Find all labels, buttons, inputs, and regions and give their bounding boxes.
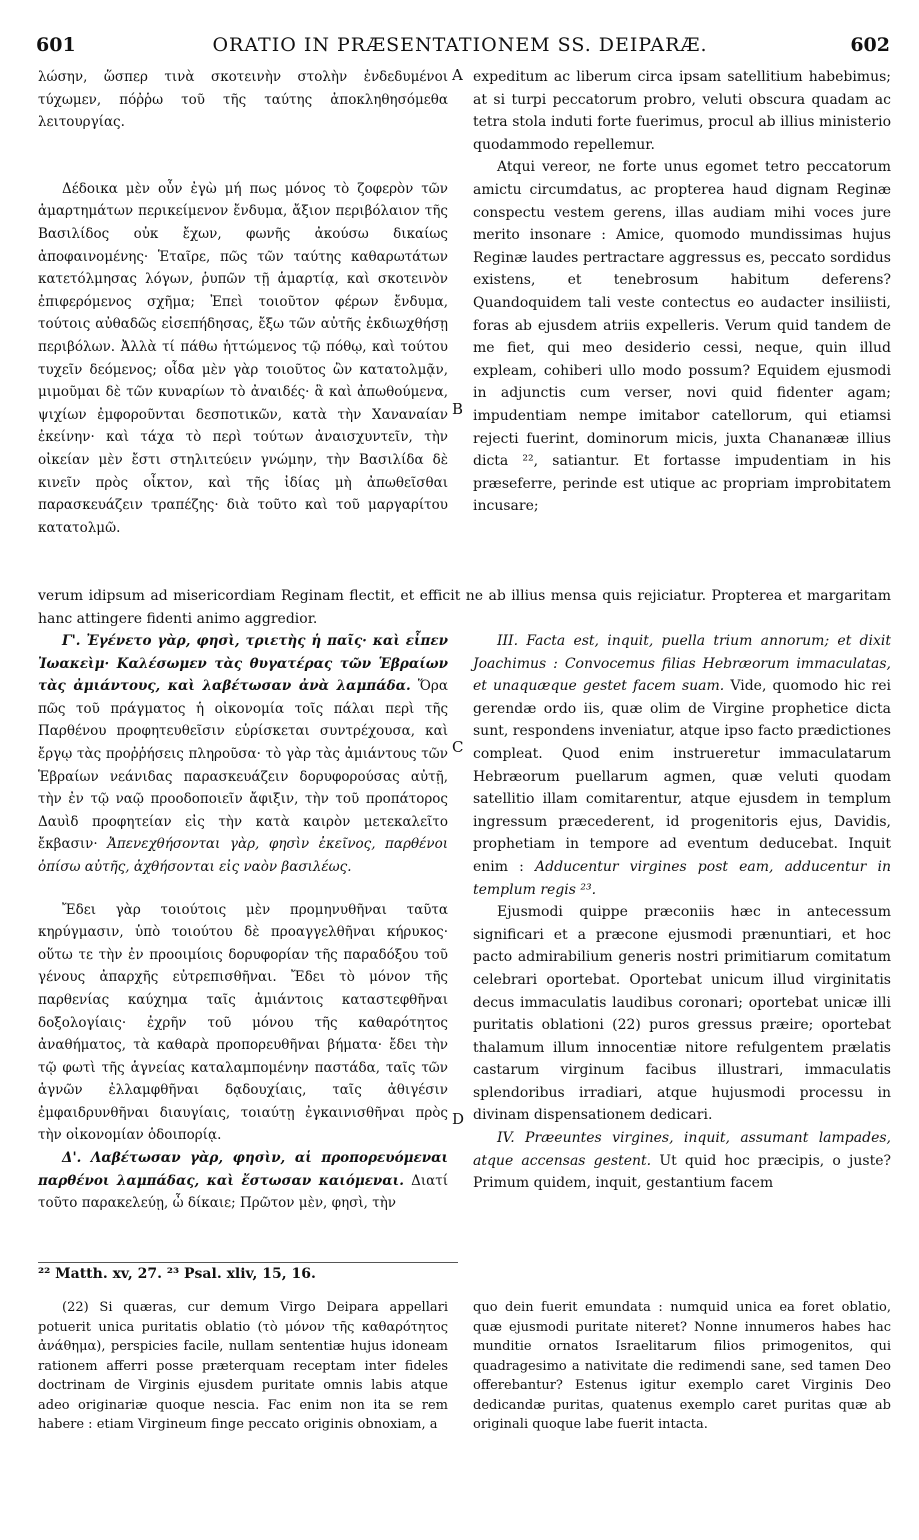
latin-section-3-body: Vide, quomodo hic rei gerendæ ordo iis, quæ olim de Virgine prophetice dicta sunt, respondens inveniatur, atque ipso facto prædictiones compleat. Quod enim instrueretur immaculatarum Hebræorum puellarum agmen, quæ veluti quodam satellitio illam comitarentur, atque ejusdem in templum ingressum præcederent, id progenitoris ejus, Davidis, prophetiam in tempore ad eventum deducebat. Inquit enim : bbox=[473, 678, 892, 875]
footnote-right bbox=[473, 1298, 891, 1435]
page-number-right: 602 bbox=[850, 34, 890, 56]
latin-column-upper bbox=[473, 66, 891, 518]
greek-paragraph-1: λώσην, ὥσπερ τινὰ σκοτεινὴν στολὴν ἐνδεδυμένοι τύχωμεν, πόῤῥω τοῦ τῆς ταύτης ἀποκληθησόμεθα λειτουργίας. bbox=[38, 69, 448, 131]
running-title: ORATIO IN PRÆSENTATIONEM SS. DEIPARÆ. bbox=[212, 34, 708, 56]
margin-letter-c: C bbox=[452, 738, 464, 756]
greek-column-upper bbox=[38, 66, 448, 539]
footnote-22-text: (22) Si quæras, cur demum Virgo Deipara appellari potuerit unica puritatis oblatio (τὸ μόνον τῆς καθαρότητος ἀνάθημα), perspicies facile, nullam sententiæ hujus idoneam rationem afferri posse præterquam receptam inter fideles doctrinam de Virginis ejusdem puritate omnis labis atque adeo originariæ quoque nescia. Fac enim non ita se rem habere : etiam Virgineum finge peccato originis obnoxiam, a bbox=[38, 1300, 448, 1432]
margin-letter-b: B bbox=[452, 400, 464, 418]
greek-paragraph-4: Ἔδει γὰρ τοιούτοις μὲν προμηνυθῆναι ταῦτα κηρύγμασιν, ὑπὸ τοιούτου δὲ προαγγελθῆναι κήρυκος· οὕτω τε τὴν ἐν προοιμίοις δορυφορίαν τῆς παραδόξου τοῦ γένους ἀπαρχῆς εὐτρεπισθῆναι. Ἔδει τὸ μόνον τῆς παρθενίας καύχημα ταῖς ἀμιάντοις καταστεφθῆναι δοξολογίαις· ἐχρῆν τοῦ μόνου τῆς καθαρότητος ἀναθήματος, τὰ καθαρὰ προπορευθῆναι βήματα· ἔδει τὴν τῷ φωτὶ τῆς ἁγνείας καταλαμπομένην παστάδα, ταῖς τῶν ἁγνῶν ἐλλαμφθῆναι δᾳδουχίαις, ταῖς ἀθιγέσιν ἐμφαιδρυνθῆναι διαυγίαις, τοιαύτῃ ἐγκαινισθῆναι πρὸς τὴν οἰκονομίαν ὁδοιπορίᾳ. bbox=[38, 901, 448, 1144]
latin-column-lower bbox=[473, 630, 891, 1195]
latin-section-3-quote: Adducentur virgines post eam, adducentur in templum regis ²³. bbox=[473, 858, 891, 898]
latin-section-4-heading: IV. Præeuntes virgines, inquit, assumant lampades, atque accensas gestent. bbox=[473, 1130, 891, 1169]
greek-section-3-body: Ὅρα πῶς τοῦ πράγματος ἡ οἰκονομία τοῖς πάλαι περὶ τῆς Παρθένου προφητευθεῖσιν εὑρίσκεται συντρέχουσα, καὶ ἔργῳ τὰς προῤῥήσεις πληροῦσα· τὸ γὰρ τὰς ἀμιάντους τῶν Ἑβραίων νεάνιδας παρασκευάζειν δορυφορούσας αὐτῇ, τὴν ἐν τῷ ναῷ προοδοποιεῖν ἄφιξιν, τὴν τοῦ προπάτορος Δαυὶδ προφητείαν εἰς τὴν κατὰ καιρὸν μετεκαλεῖτο ἔκβασιν· bbox=[38, 678, 448, 853]
greek-section-4-heading: Δ'. Λαβέτωσαν γὰρ, φησὶν, αἱ προπορευόμεναι παρθένοι λαμπάδας, καὶ ἔστωσαν καιόμεναι. bbox=[38, 1150, 448, 1189]
margin-letter-a: A bbox=[452, 66, 463, 84]
footnote-left bbox=[38, 1298, 448, 1435]
greek-section-3-heading: Γ'. Ἐγένετο γὰρ, φησὶ, τριετὴς ἡ παῖς· καὶ εἶπεν Ἰωακεὶμ· Καλέσωμεν τὰς θυγατέρας τῶν Ἑβραίων τὰς ἀμιάντους, καὶ λαβέτωσαν ἀνὰ λαμπάδα. bbox=[38, 633, 448, 695]
greek-paragraph-2: Δέδοικα μὲν οὖν ἐγὼ μή πως μόνος τὸ ζοφερὸν τῶν ἁμαρτημάτων περικείμενον ἔνδυμα, ἄξιον περιβόλαιον τῆς Βασιλίδος οὐκ ἔχων, φωνῆς ἀκούσω δικαίως ἀποφαινομένης· Ἑταῖρε, πῶς τῶν ταύτης καθαρωτάτων κατετόλμησας λόγων, ῥυπῶν τῇ ἁμαρτίᾳ, καὶ σκοτεινὸν ἐπιφερόμενος σχῆμα; Ἐπεὶ τοιοῦτον φέρων ἔνδυμα, τούτοις αὐθαδῶς εἰσεπήδησας, ἔξω τῶν αὐτῆς ἐκδιωχθήσῃ περιβόλων. Ἀλλὰ τί πάθω ἡττώμενος τῷ πόθῳ, καὶ τούτου τυχεῖν δεόμενος; οἶδα μὲν γὰρ τοιοῦτος ὢν κατατολμᾷν, μιμοῦμαι δὲ τῶν κυναρίων τὸ ἀναιδές· ἃ καὶ ἀπωθούμενα, ψιχίων ἐμφοροῦνται δεσποτικῶν, κατὰ τὴν Χαναναίαν ἐκείνην· καὶ τάχα τὸ περὶ τούτων ἀναισχυντεῖν, τὴν οἰκείαν μὲν ἔστι στηλιτεύειν γνώμην, τὴν Βασιλίδα δὲ κινεῖν πρὸς οἶκτον, καὶ τῆς ἰδίας μὴ ἀπωθεῖσθαι παρασκευάζειν τραπέζης· διὰ τοῦτο καὶ τοῦ μαργαρίτου κατατολμῶ. bbox=[38, 180, 448, 536]
margin-letter-d: D bbox=[452, 1110, 465, 1128]
page-number-left: 601 bbox=[36, 34, 76, 56]
greek-section-3-quote: Ἀπενεχθήσονται γὰρ, φησὶν ἐκεῖνος, παρθένοι ὀπίσω αὐτῆς, ἀχθήσονται εἰς ναὸν βασιλέως. bbox=[38, 836, 448, 875]
greek-section-4-body: Διατί τοῦτο παρακελεύῃ, ὦ δίκαιε; Πρῶτον μὲν, φησὶ, τὴν bbox=[38, 1172, 449, 1212]
scripture-references: ²² Matth. xv, 27. ²³ Psal. xliv, 15, 16. bbox=[38, 1266, 316, 1282]
greek-column-lower bbox=[38, 630, 448, 1215]
latin-paragraph-2: Atqui vereor, ne forte unus egomet tetro peccatorum amictu circumdatus, ac propterea haud dignam Reginæ conspectu vestem gerens, illas audiam mihi voces jure merito insonare : Amice, quomodo mundissimas hujus Reginæ laudes pertractare aggressus es, peccato sordidus existens, et tenebrosum habitum deferens? Quandoquidem tali veste contectus eo audacter insiliisti, foras ab ejusdem atriis expelleris. Verum quid tandem de me fiet, qui meo desiderio cessi, neque, quin illud expleam, cohiberi ullo modo possum? Equidem ejusmodi in adjunctis cum verser, novi quid fidenter agam; impudentiam nempe imitabor catellorum, qui etiamsi rejecti fuerint, dominorum micis, juxta Chananææ illius dicta ²², satiantur. Et fortasse impudentiam in his præseferre, perinde est utique ac propriam improbitatem incusare; bbox=[473, 159, 891, 515]
latin-paragraph-4: Ejusmodi quippe præconiis hæc in antecessum significari et a præcone ejusmodi prænuntiari, et hoc pacto admirabilium generis nostri primitiarum comitatum celebrari oportebat. Oportebat unicum illud virginitatis decus immaculatis laudibus coronari; oportebat unicæ illi puritatis oblationi (22) puros gressus præire; oportebat thalamum illum innocentiæ nitore refulgentem prælatis castarum virginum facibus illustrari, immaculatis splendoribus irradiari, atque hujusmodi processu in divinam dispensationem dedicari. bbox=[473, 904, 891, 1124]
footnote-22-continued: quo dein fuerit emundata : numquid unica ea foret oblatio, quæ ejusmodi puritate niteret? Nonne innumeros habes hac munditie ornatos Israelitarum filios primogenitos, qui quadragesimo a nativitate die redimendi sane, sed tamen Deo offerebantur? Estenus igitur exemplo caret Virginis Deo dedicandæ puritas, quatenus exemplo caret puritas quæ ab originali quoque labe fuerit intacta. bbox=[473, 1300, 891, 1432]
footnote-rule bbox=[38, 1262, 458, 1263]
spanning-text-latin-side: efficit ne ab illius mensa quis rejiciatur. Propterea et margaritam hanc attingere fidenti animo aggredior. bbox=[38, 588, 891, 627]
latin-paragraph-1: expeditum ac liberum circa ipsam satellitium habebimus; at si turpi peccatorum probro, veluti obscura quadam ac tetra stola induti forte fuerimus, procul ab illius ministerio quodammodo repellemur. bbox=[473, 69, 891, 153]
page-header bbox=[30, 34, 890, 62]
latin-section-3-heading: III. Facta est, inquit, puella trium annorum; et dixit Joachimus : Convocemus filias Hebræorum immaculatas, et unaquæque gestet facem suam. bbox=[473, 633, 891, 695]
latin-section-4-body: Ut quid hoc præcipis, o juste? Primum quidem, inquit, gestantium facem bbox=[473, 1152, 891, 1192]
spanning-text bbox=[38, 585, 891, 630]
spanning-text-greek-side: verum idipsum ad misericordiam Reginam flectit, et bbox=[38, 588, 415, 604]
